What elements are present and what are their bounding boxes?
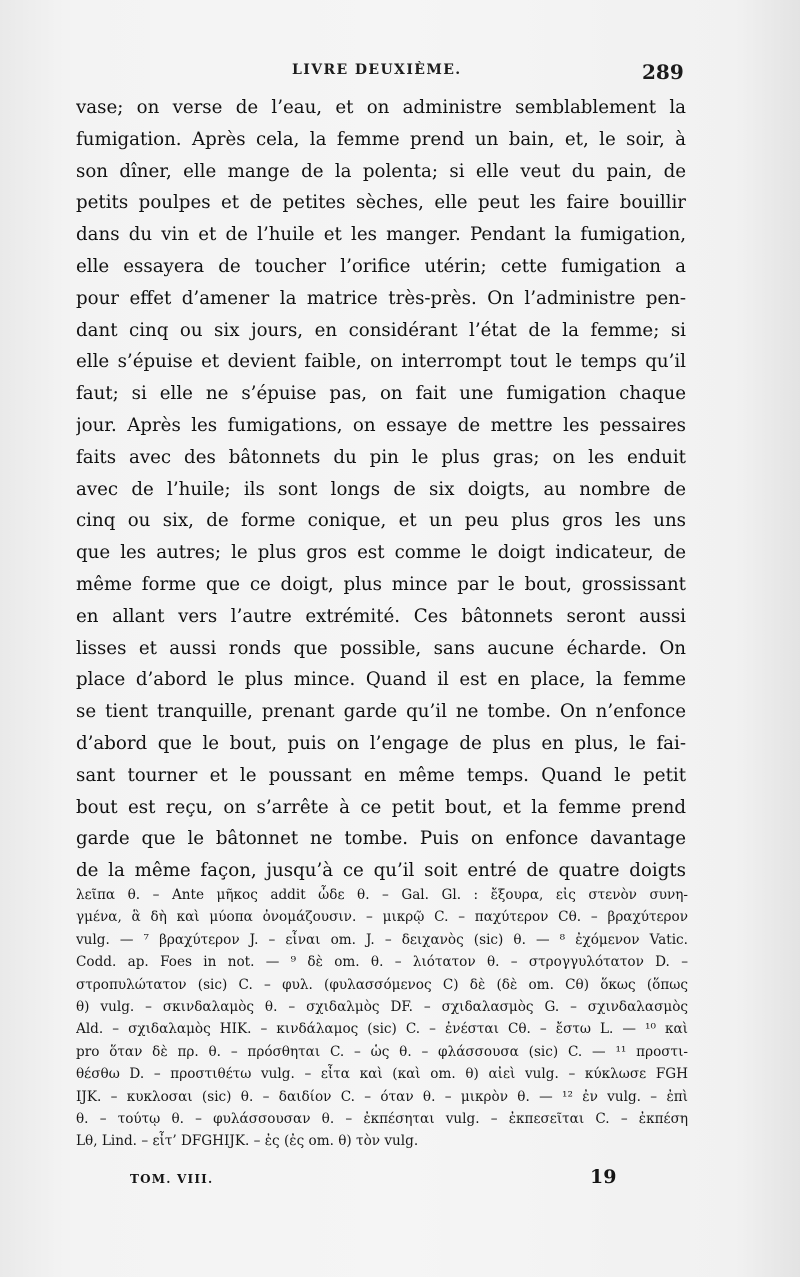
main-text bbox=[76, 92, 686, 887]
text-line: sant tourner et le poussant en même temps. Quand le petit bbox=[76, 764, 686, 786]
text-line: pour effet d’amener la matrice très-près. On l’administre pen- bbox=[76, 287, 686, 309]
text-line: elle s’épuise et devient faible, on interrompt tout le temps qu’il bbox=[76, 351, 686, 373]
footnote-line: στροπυλώτατον (sic) C. – φυλ. (φυλασσόμενος C) δὲ (δὲ om. Cθ) ὅκως (ὅπως bbox=[76, 976, 688, 993]
text-line: même forme que ce doigt, plus mince par le bout, grossissant bbox=[76, 573, 686, 595]
text-line: bout est reçu, on s’arrête à ce petit bout, et la femme prend bbox=[76, 796, 686, 818]
text-line: lisses et aussi ronds que possible, sans aucune écharde. On bbox=[76, 637, 686, 659]
text-line: se tient tranquille, prenant garde qu’il ne tombe. On n’enfonce bbox=[76, 701, 686, 723]
page-number: 289 bbox=[642, 60, 684, 84]
text-line: faut; si elle ne s’épuise pas, on fait une fumigation chaque bbox=[76, 383, 686, 405]
text-line: cinq ou six, de forme conique, et un peu plus gros les uns bbox=[76, 510, 686, 532]
footnote-line: θέσθω D. – προστιθέτω vulg. – εἶτα καὶ (καὶ om. θ) αἰεὶ vulg. – κύκλωσε FGH bbox=[76, 1066, 688, 1083]
text-line: faits avec des bâtonnets du pin le plus gras; on les enduit bbox=[76, 446, 686, 468]
text-line: dans du vin et de l’huile et les manger. Pendant la fumigation, bbox=[76, 224, 686, 246]
text-line: en allant vers l’autre extrémité. Ces bâtonnets seront aussi bbox=[76, 605, 686, 627]
text-line: son dîner, elle mange de la polenta; si elle veut du pain, de bbox=[76, 160, 686, 182]
text-line: garde que le bâtonnet ne tombe. Puis on enfonce davantage bbox=[76, 828, 686, 850]
footnote-line: Ald. – σχιδαλαμὸς HIK. – κινδάλαμος (sic) C. – ἐνέσται Cθ. – ἔστω L. — ¹⁰ καὶ bbox=[76, 1021, 688, 1038]
page-footer bbox=[0, 1166, 800, 1190]
footnote-line: Codd. ap. Foes in not. — ⁹ δὲ om. θ. – λιότατον θ. – στρογγυλότατον D. – bbox=[76, 954, 688, 971]
text-line: jour. Après les fumigations, on essaye de mettre les pessaires bbox=[76, 414, 686, 436]
text-line: petits poulpes et de petites sèches, elle peut les faire bouillir bbox=[76, 192, 686, 214]
text-line: avec de l’huile; ils sont longs de six doigts, au nombre de bbox=[76, 478, 686, 500]
footnote-line: vulg. — ⁷ βραχύτερον J. – εἶναι om. J. – δειχανὸς (sic) θ. — ⁸ ἐχόμενον Vatic. bbox=[76, 931, 688, 948]
text-line: dant cinq ou six jours, en considérant l’état de la femme; si bbox=[76, 319, 686, 341]
text-line: vase; on verse de l’eau, et on administre semblablement la bbox=[76, 97, 686, 118]
footnote-line: λεῖπα θ. – Ante μῆκος addit ὧδε θ. – Gal. Gl. : ἔξουρα, εἰς στενὸν συνη- bbox=[76, 887, 688, 903]
text-line: place d’abord le plus mince. Quand il est en place, la femme bbox=[76, 669, 686, 691]
text-line: fumigation. Après cela, la femme prend un bain, et, le soir, à bbox=[76, 128, 686, 150]
footnote-line: pro ὅταν δὲ πρ. θ. – πρόσθηται C. – ὡς θ. – φλάσσουσα (sic) C. — ¹¹ προστι- bbox=[76, 1043, 688, 1060]
running-title: LIVRE DEUXIÈME. bbox=[292, 62, 462, 78]
signature-mark: 19 bbox=[590, 1166, 617, 1188]
text-line: elle essayera de toucher l’orifice utérin; cette fumigation a bbox=[76, 255, 686, 277]
footnote-line: θ) vulg. – σκινδαλαμὸς θ. – σχιδαλμὸς DF. – σχιδαλασμὸς G. – σχινδαλασμὸς bbox=[76, 998, 688, 1015]
footnote-line: Lθ, Lind. – εἶτ’ DFGHIJK. – ἐς (ἐς om. θ) τὸν vulg. bbox=[76, 1133, 419, 1150]
running-head bbox=[0, 62, 800, 84]
footnote-line: γμένα, ἃ δὴ καὶ μύοπα ὀνομάζουσιν. – μικρῷ C. – παχύτερον Cθ. – βραχύτερον bbox=[76, 909, 688, 926]
text-line: de la même façon, jusqu’à ce qu’il soit entré de quatre doigts bbox=[76, 860, 686, 882]
footnote-line: θ. – τούτῳ θ. – φυλάσσουσαν θ. – ἐκπέσηται vulg. – ἐκπεσεῖται C. – ἐκπέση bbox=[76, 1110, 688, 1127]
text-line: que les autres; le plus gros est comme le doigt indicateur, de bbox=[76, 542, 686, 564]
footnotes bbox=[76, 884, 688, 1153]
text-line: d’abord que le bout, puis on l’engage de plus en plus, le fai- bbox=[76, 732, 686, 754]
footnote-line: IJK. – κυκλοσαι (sic) θ. – δαιδίον C. – όταν θ. – μικρὸν θ. — ¹² ἐν vulg. – ἐπὶ bbox=[76, 1088, 688, 1105]
tome-label: TOM. VIII. bbox=[130, 1172, 214, 1186]
